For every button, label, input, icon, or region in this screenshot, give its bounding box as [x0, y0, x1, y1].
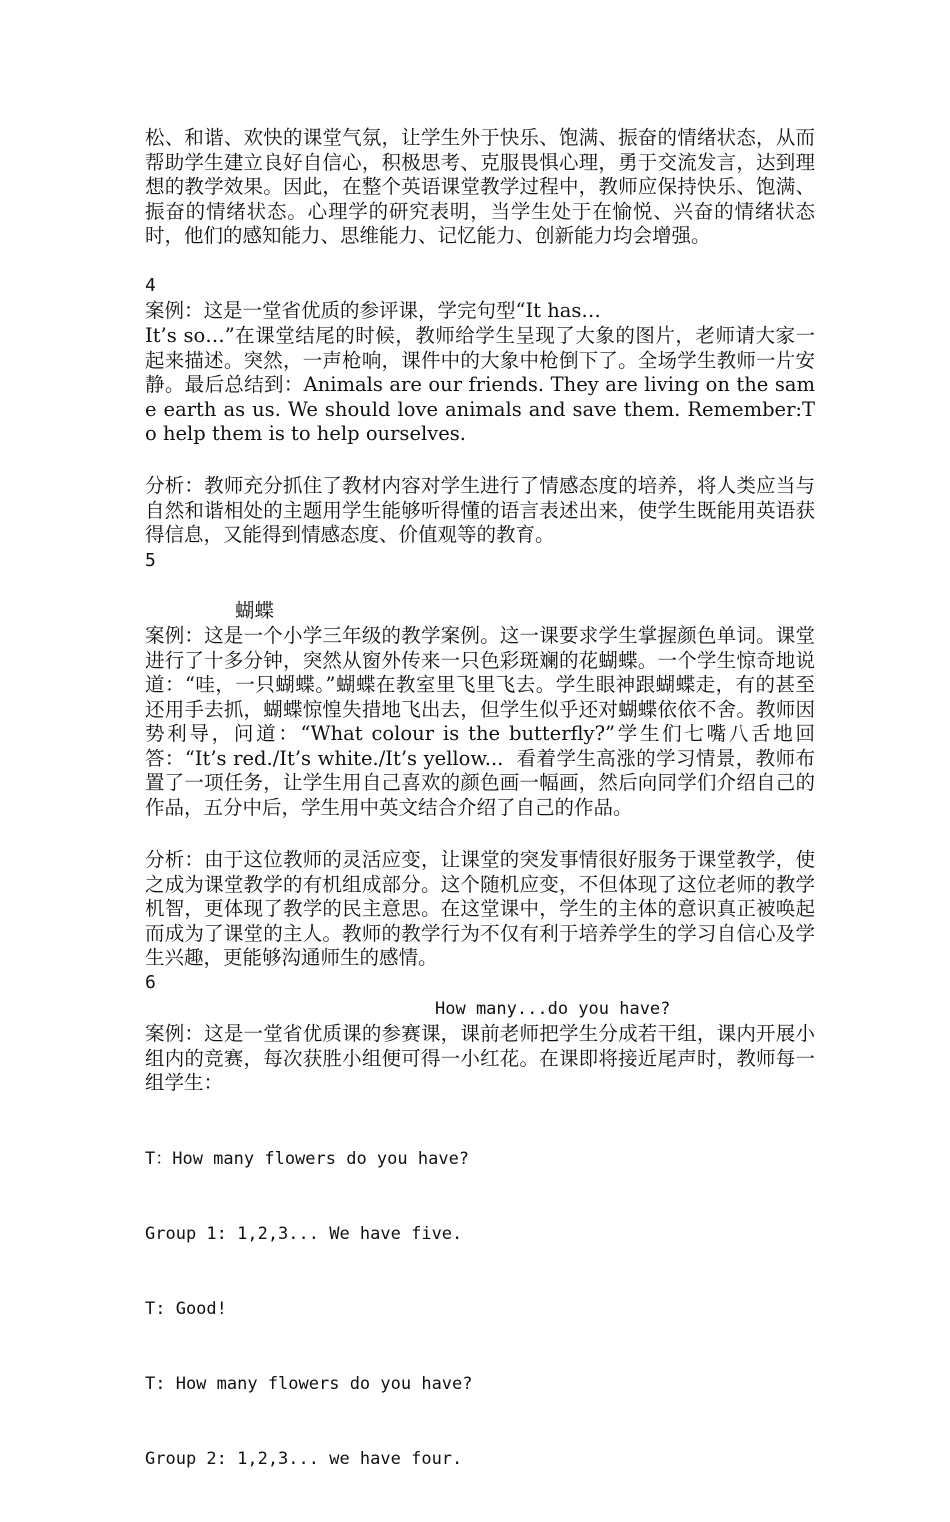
section-number-6: 6	[145, 972, 156, 993]
dialogue-line: T: Good!	[145, 1299, 227, 1319]
dialogue-line: T：How many flowers do you have?	[145, 1149, 470, 1169]
case-6-body: 案例：这是一堂省优质课的参赛课，课前老师把学生分成若干组，课内开展小组内的竞赛，每次获胜小组便可得一小红花。在课即将接近尾声时，教师每一组学生：	[145, 1022, 815, 1094]
analysis-5: 分析：由于这位教师的灵活应变，让课堂的突发事情很好服务于课堂教学，使之成为课堂教学的有机组成部分。这个随机应变，不但体现了这位老师的教学机智，更体现了教学的民主意思。在这堂课中，学生的主体的意识真正被唤起而成为了课堂的主人。教师的教学行为不仅有利于培养学生的学习自信心及学生兴趣，更能够沟通师生的感情。	[145, 848, 815, 969]
dialogue-line: Group 2: 1,2,3... we have four.	[145, 1449, 463, 1469]
dialogue-line: Group 1: 1,2,3... We have five.	[145, 1224, 463, 1244]
section-5-title: 蝴蝶	[235, 599, 275, 622]
case-4-body: It’s so…”在课堂结尾的时候，教师给学生呈现了大象的图片，老师请大家一起来描述。突然，一声枪响，课件中的大象中枪倒下了。全场学生教师一片安静。最后总结到：Animals are our friends. They are living on the same earth as us. We should love animals and save them. Remember:To help them is to help ourselves.	[145, 324, 815, 445]
dialogue-block	[145, 1097, 815, 1522]
section-number-5: 5	[145, 550, 156, 571]
analysis-4: 分析：教师充分抓住了教材内容对学生进行了情感态度的培养，将人类应当与自然和谐相处的主题用学生能够听得懂的语言表述出来，使学生既能用英语获得信息，又能得到情感态度、价值观等的教育。	[145, 474, 815, 546]
dialogue-line: T: How many flowers do you have?	[145, 1374, 473, 1394]
case-4-heading: 案例：这是一堂省优质的参评课，学完句型“It has…	[145, 299, 601, 322]
section-number-4: 4	[145, 275, 156, 296]
section-6-title: How many...do you have?	[435, 999, 671, 1019]
case-5-body: 案例：这是一个小学三年级的教学案例。这一课要求学生掌握颜色单词。课堂进行了十多分钟，突然从窗外传来一只色彩斑斓的花蝴蝶。一个学生惊奇地说道：“哇，一只蝴蝶。”蝴蝶在教室里飞里飞去。学生眼神跟蝴蝶走，有的甚至还用手去抓，蝴蝶惊惶失措地飞出去，但学生似乎还对蝴蝶依依不舍。教师因势利导，问道：“What colour is the butterfly?”学生们七嘴八舌地回答：“It’s red./It’s white./It’s yellow... 看着学生高涨的学习情景，教师布置了一项任务，让学生用自己喜欢的颜色画一幅画，然后向同学们介绍自己的作品，五分中后，学生用中英文结合介绍了自己的作品。	[145, 624, 815, 819]
paragraph-intro: 松、和谐、欢快的课堂气氛，让学生外于快乐、饱满、振奋的情绪状态，从而帮助学生建立良好自信心，积极思考、克服畏惧心理，勇于交流发言，达到理想的教学效果。因此，在整个英语课堂教学过程中，教师应保持快乐、饱满、振奋的情绪状态。心理学的研究表明，当学生处于在愉悦、兴奋的情绪状态时，他们的感知能力、思维能力、记忆能力、创新能力均会增强。	[145, 126, 815, 247]
